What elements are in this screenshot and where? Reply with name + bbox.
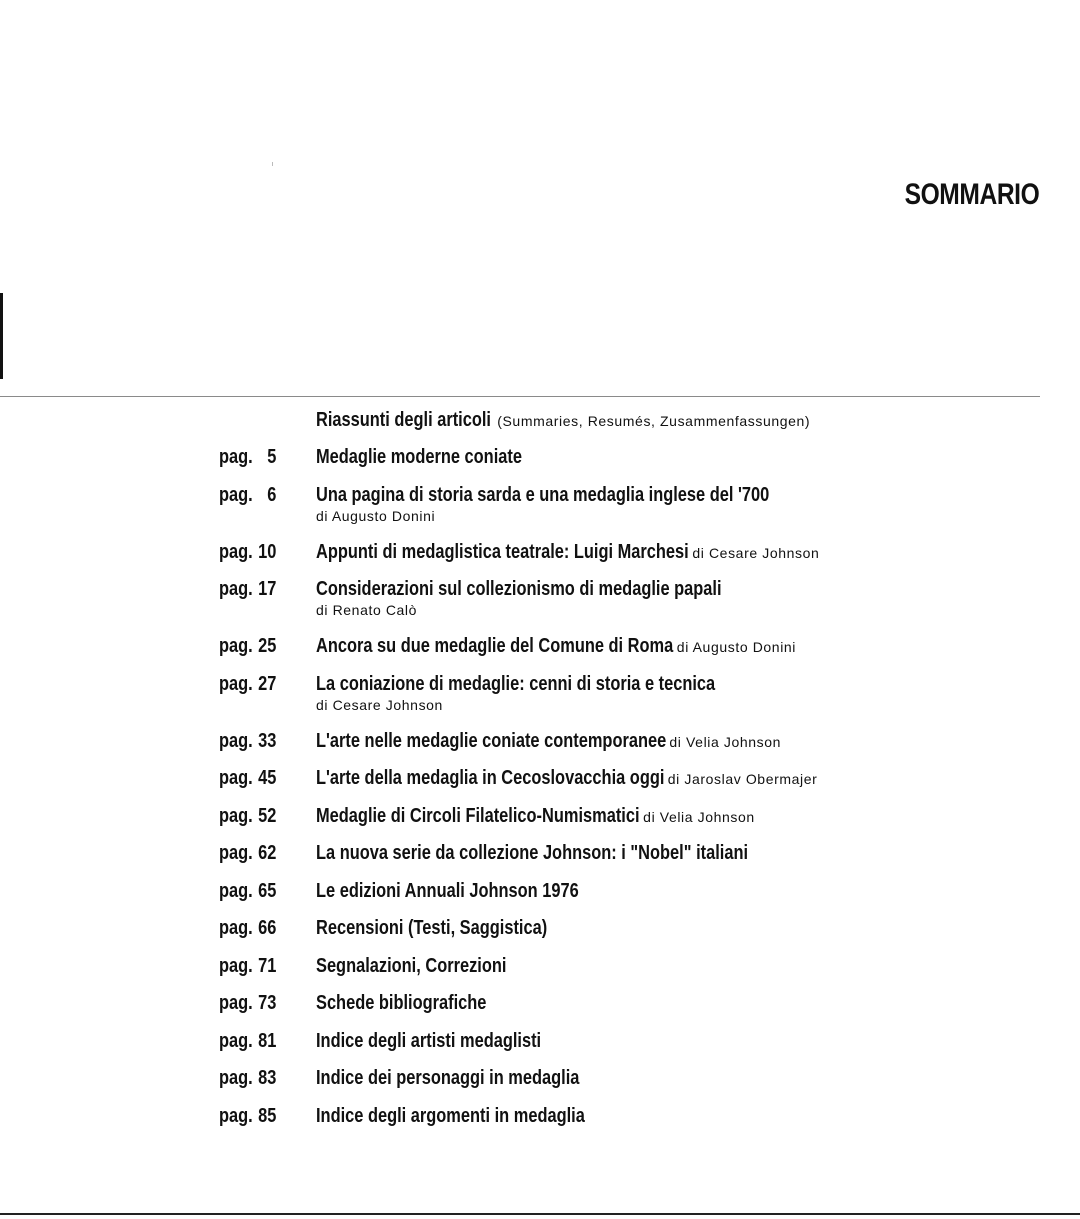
toc-intro xyxy=(0,408,1080,445)
toc-entry-title xyxy=(316,954,506,978)
toc-entry-title-text: Segnalazioni, Correzioni xyxy=(316,954,507,977)
toc-entry-title-text: Medaglie moderne coniate xyxy=(316,446,522,468)
toc-entry xyxy=(0,540,1080,578)
toc-entry-author: di Cesare Johnson xyxy=(316,696,443,713)
toc-page-ref xyxy=(219,540,276,564)
toc-entry-title xyxy=(316,634,796,659)
toc-entry-title-text: Appunti di medaglistica teatrale: Luigi Marchesi xyxy=(316,540,689,563)
toc-page-number: 5 xyxy=(267,446,277,468)
toc-page-number: 71 xyxy=(258,954,277,977)
toc-entry xyxy=(0,1104,1080,1142)
toc-entry xyxy=(0,804,1080,842)
toc-page-number: 25 xyxy=(258,635,277,657)
toc-page-ref xyxy=(219,804,276,828)
toc-page-ref xyxy=(219,634,276,658)
toc-page-label: pag. xyxy=(219,1104,253,1127)
toc-page-label: pag. xyxy=(219,917,253,939)
toc-entry xyxy=(0,672,1080,729)
toc-page-number: 62 xyxy=(258,842,277,864)
toc-entry xyxy=(0,916,1080,954)
toc-page-number: 33 xyxy=(258,729,277,752)
toc-page-label: pag. xyxy=(219,672,253,695)
toc-page-ref xyxy=(219,445,276,469)
toc-page-label: pag. xyxy=(219,635,253,657)
toc-entry-title xyxy=(316,729,782,754)
toc-entry-title xyxy=(316,1104,585,1128)
toc-entry xyxy=(0,577,1080,634)
toc-intro-title xyxy=(316,408,811,433)
table-of-contents xyxy=(0,408,1080,1141)
bottom-rule xyxy=(0,1213,1080,1215)
toc-entry xyxy=(0,634,1080,672)
toc-entry-title xyxy=(316,804,755,829)
toc-page-label: pag. xyxy=(219,578,253,600)
toc-intro-title-text: Riassunti degli articoli xyxy=(316,409,491,431)
toc-entry-title-text: Recensioni (Testi, Saggistica) xyxy=(316,917,548,939)
toc-entry-author: di Cesare Johnson xyxy=(691,544,819,561)
toc-page-ref xyxy=(219,1029,276,1053)
toc-entry-title-text: Le edizioni Annuali Johnson 1976 xyxy=(316,879,579,902)
toc-page-ref xyxy=(219,991,276,1015)
toc-page-ref xyxy=(219,879,276,903)
toc-entry-title-text: Schede bibliografiche xyxy=(316,992,487,1014)
toc-entry-title xyxy=(316,841,748,865)
toc-entry-author: di Augusto Donini xyxy=(676,639,796,655)
toc-page-label: pag. xyxy=(219,992,253,1014)
toc-entry-title-text: Indice dei personaggi in medaglia xyxy=(316,1067,580,1089)
toc-page-ref xyxy=(219,954,276,978)
toc-entry-author: di Jaroslav Obermajer xyxy=(667,771,818,787)
toc-page-number: 83 xyxy=(258,1067,277,1089)
toc-entry xyxy=(0,1029,1080,1067)
toc-page-ref xyxy=(219,577,276,601)
toc-entry-title xyxy=(316,445,522,469)
toc-page-ref xyxy=(219,916,276,940)
toc-page-ref xyxy=(219,1104,276,1128)
toc-page-number: 66 xyxy=(258,917,277,939)
toc-entry-author: di Augusto Donini xyxy=(316,507,436,524)
toc-page-number: 73 xyxy=(258,992,277,1014)
toc-entry xyxy=(0,1066,1080,1104)
toc-entry-title xyxy=(316,483,769,507)
toc-entry-title-text: Indice degli artisti medaglisti xyxy=(316,1029,542,1052)
toc-page-label: pag. xyxy=(219,540,253,563)
toc-entry-title xyxy=(316,766,818,791)
toc-entry xyxy=(0,766,1080,804)
toc-entry-author: di Velia Johnson xyxy=(642,808,755,825)
toc-page-number: 65 xyxy=(258,879,277,902)
toc-page-label: pag. xyxy=(219,804,253,827)
toc-entry-author: di Renato Calò xyxy=(316,602,418,618)
toc-entry-author: di Velia Johnson xyxy=(669,733,782,750)
toc-entry-title-text: Indice degli argomenti in medaglia xyxy=(316,1104,585,1127)
toc-page-label: pag. xyxy=(219,483,253,506)
toc-entry-title-text: L'arte della medaglia in Cecoslovacchia oggi xyxy=(316,767,665,789)
toc-entry-title-text: L'arte nelle medaglie coniate contemporanee xyxy=(316,729,667,752)
toc-entry-title-text: La nuova serie da collezione Johnson: i "Nobel" italiani xyxy=(316,842,749,864)
toc-page-label: pag. xyxy=(219,767,253,789)
left-margin-bar xyxy=(0,293,3,379)
toc-page-ref xyxy=(219,483,276,507)
toc-page-label: pag. xyxy=(219,1067,253,1089)
toc-entry xyxy=(0,954,1080,992)
toc-entry-title xyxy=(316,991,486,1015)
toc-entry-title xyxy=(316,577,722,601)
toc-page-number: 6 xyxy=(267,483,277,506)
toc-page-number: 10 xyxy=(258,540,277,563)
toc-entry xyxy=(0,729,1080,767)
toc-entry xyxy=(0,879,1080,917)
toc-page-number: 45 xyxy=(258,767,277,789)
toc-page-ref xyxy=(219,1066,276,1090)
toc-page-number: 81 xyxy=(258,1029,277,1052)
toc-page-label: pag. xyxy=(219,954,253,977)
toc-page-number: 27 xyxy=(258,672,277,695)
toc-entry-title-text: Medaglie di Circoli Filatelico-Numismatici xyxy=(316,804,640,827)
toc-page-label: pag. xyxy=(219,1029,253,1052)
toc-page-label: pag. xyxy=(219,842,253,864)
toc-entry-title xyxy=(316,540,819,565)
toc-entry-title-text: Ancora su due medaglie del Comune di Roma xyxy=(316,635,674,657)
toc-page-ref xyxy=(219,766,276,790)
toc-page-label: pag. xyxy=(219,879,253,902)
page-title: SOMMARIO xyxy=(904,178,1039,211)
page-speck xyxy=(272,162,273,166)
toc-intro-subtitle: (Summaries, Resumés, Zusammenfassungen) xyxy=(497,413,811,429)
toc-entry xyxy=(0,841,1080,879)
toc-entry xyxy=(0,445,1080,483)
toc-page-number: 52 xyxy=(258,804,277,827)
toc-entry-title xyxy=(316,879,579,903)
toc-page-number: 85 xyxy=(258,1104,277,1127)
toc-entry xyxy=(0,991,1080,1029)
toc-entry-title xyxy=(316,1029,541,1053)
toc-page-ref xyxy=(219,841,276,865)
toc-entry xyxy=(0,483,1080,540)
toc-page-label: pag. xyxy=(219,729,253,752)
toc-page-label: pag. xyxy=(219,446,253,468)
toc-entry-title xyxy=(316,1066,579,1090)
toc-entry-title-text: Una pagina di storia sarda e una medaglia inglese del '700 xyxy=(316,483,770,506)
toc-page-ref xyxy=(219,672,276,696)
toc-entry-title xyxy=(316,672,715,696)
toc-entry-title-text: La coniazione di medaglie: cenni di storia e tecnica xyxy=(316,672,716,695)
toc-page-ref xyxy=(219,729,276,753)
toc-entry-title xyxy=(316,916,547,940)
toc-entry-title-text: Considerazioni sul collezionismo di medaglie papali xyxy=(316,578,722,600)
toc-page-number: 17 xyxy=(258,578,277,600)
header-divider xyxy=(0,396,1040,397)
